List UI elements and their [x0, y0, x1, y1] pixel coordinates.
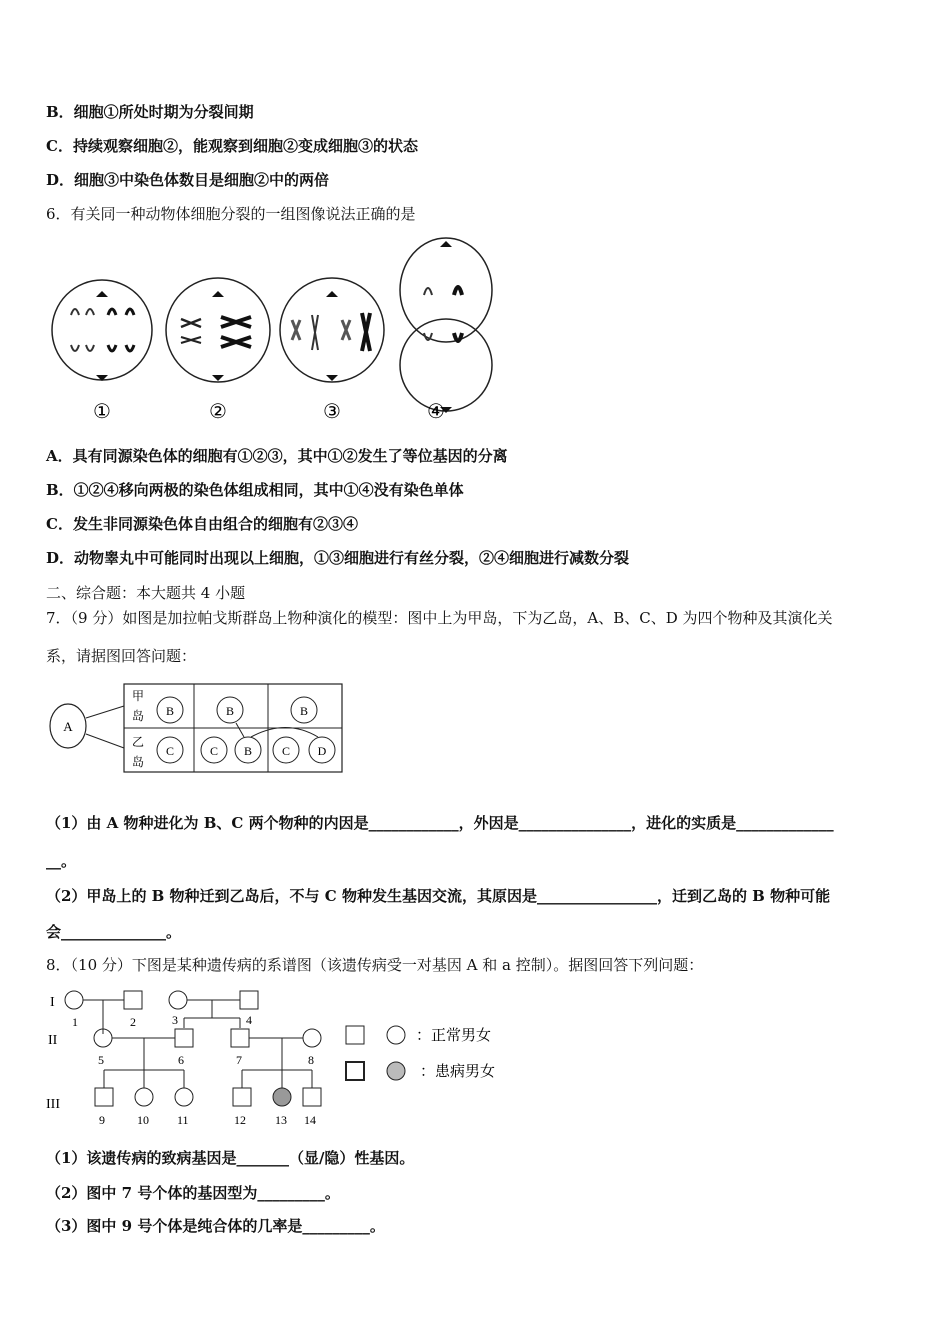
generation-2: II — [48, 1033, 58, 1048]
pedigree-chart — [44, 982, 524, 1132]
generation-1: I — [50, 995, 55, 1010]
cell-label-3: ③ — [323, 401, 341, 423]
q8-sub2: （2）图中 7 号个体的基因型为_________。 — [46, 1184, 340, 1202]
q7-sub2-line2: 会______________。 — [46, 923, 182, 941]
q8-sub3: （3）图中 9 号个体是纯合体的几率是_________。 — [46, 1217, 385, 1235]
q7-stem-line2: 系，请据图回答问题： — [46, 647, 197, 665]
num-10: 10 — [137, 1113, 149, 1127]
generation-3: III — [46, 1097, 60, 1112]
q5-option-b: B．细胞①所处时期为分裂间期 — [46, 103, 254, 121]
island-bottom-char1: 乙 — [132, 735, 145, 749]
species-b-2: B — [225, 704, 235, 718]
num-8: 8 — [308, 1053, 314, 1067]
q6-stem: 6．有关同一种动物体细胞分裂的一组图像说法正确的是 — [46, 205, 416, 223]
num-3: 3 — [172, 1013, 178, 1027]
num-13: 13 — [275, 1113, 287, 1127]
island-evolution-diagram — [46, 678, 346, 778]
q8-sub1: （1）该遗传病的致病基因是_______（显/隐）性基因。 — [46, 1149, 415, 1167]
num-5: 5 — [98, 1053, 104, 1067]
q7-stem-line1: 7．（9 分）如图是加拉帕戈斯群岛上物种演化的模型：图中上为甲岛，下为乙岛，A、B、C、D 为四个物种及其演化关 — [46, 609, 833, 627]
legend-affected: ：患病男女 — [420, 1064, 496, 1080]
section-heading: 二、综合题：本大题共 4 小题 — [46, 584, 246, 602]
cell-1-diagram — [52, 280, 152, 381]
num-11: 11 — [177, 1113, 189, 1127]
q5-option-c: C．持续观察细胞②，能观察到细胞②变成细胞③的状态 — [46, 137, 418, 155]
q5-option-d: D．细胞③中染色体数目是细胞②中的两倍 — [46, 171, 330, 189]
q7-sub1-line2: __。 — [46, 852, 77, 870]
cell-label-4: ④ — [427, 401, 445, 423]
num-12: 12 — [234, 1113, 246, 1127]
q6-option-c: C．发生非同源染色体自由组合的细胞有②③④ — [46, 515, 358, 533]
q6-option-d: D．动物睾丸中可能同时出现以上细胞，①③细胞进行有丝分裂，②④细胞进行减数分裂 — [46, 549, 630, 567]
cell-4-diagram — [400, 238, 492, 413]
num-4: 4 — [246, 1013, 252, 1027]
species-b-4: B — [299, 704, 309, 718]
q7-sub2-line1: （2）甲岛上的 B 物种迁到乙岛后，不与 C 物种发生基因交流，其原因是________________，迁到乙岛的 B 物种可能 — [46, 887, 831, 905]
num-7: 7 — [236, 1053, 242, 1067]
island-top-char2: 岛 — [132, 709, 145, 723]
legend-normal: ：正常男女 — [416, 1028, 492, 1044]
species-c-3: C — [281, 744, 291, 758]
cell-label-2: ② — [209, 401, 227, 423]
num-2: 2 — [130, 1015, 136, 1029]
q8-stem: 8．（10 分）下图是某种遗传病的系谱图（该遗传病受一对基因 A 和 a 控制）。据图回答下列问题： — [46, 956, 704, 974]
island-top-char1: 甲 — [132, 689, 145, 703]
species-c-2: C — [209, 744, 219, 758]
species-d: D — [317, 744, 327, 758]
cell-label-1: ① — [93, 401, 111, 423]
q6-option-a: A．具有同源染色体的细胞有①②③，其中①②发生了等位基因的分离 — [46, 447, 508, 465]
cell-2-diagram — [166, 278, 270, 382]
island-bottom-char2: 岛 — [132, 755, 145, 769]
q6-option-b: B．①②④移向两极的染色体组成相同，其中①④没有染色单体 — [46, 481, 464, 499]
species-b-3: B — [243, 744, 253, 758]
num-14: 14 — [304, 1113, 316, 1127]
num-9: 9 — [99, 1113, 105, 1127]
q7-sub1-line1: （1）由 A 物种进化为 B、C 两个物种的内因是____________，外因是_______________，进化的实质是_____________ — [46, 814, 834, 832]
species-a: A — [63, 719, 73, 734]
species-c-1: C — [165, 744, 175, 758]
species-b-1: B — [165, 704, 175, 718]
num-6: 6 — [178, 1053, 184, 1067]
num-1: 1 — [72, 1015, 78, 1029]
cell-3-diagram — [280, 278, 384, 382]
cell-division-figure — [46, 235, 496, 430]
